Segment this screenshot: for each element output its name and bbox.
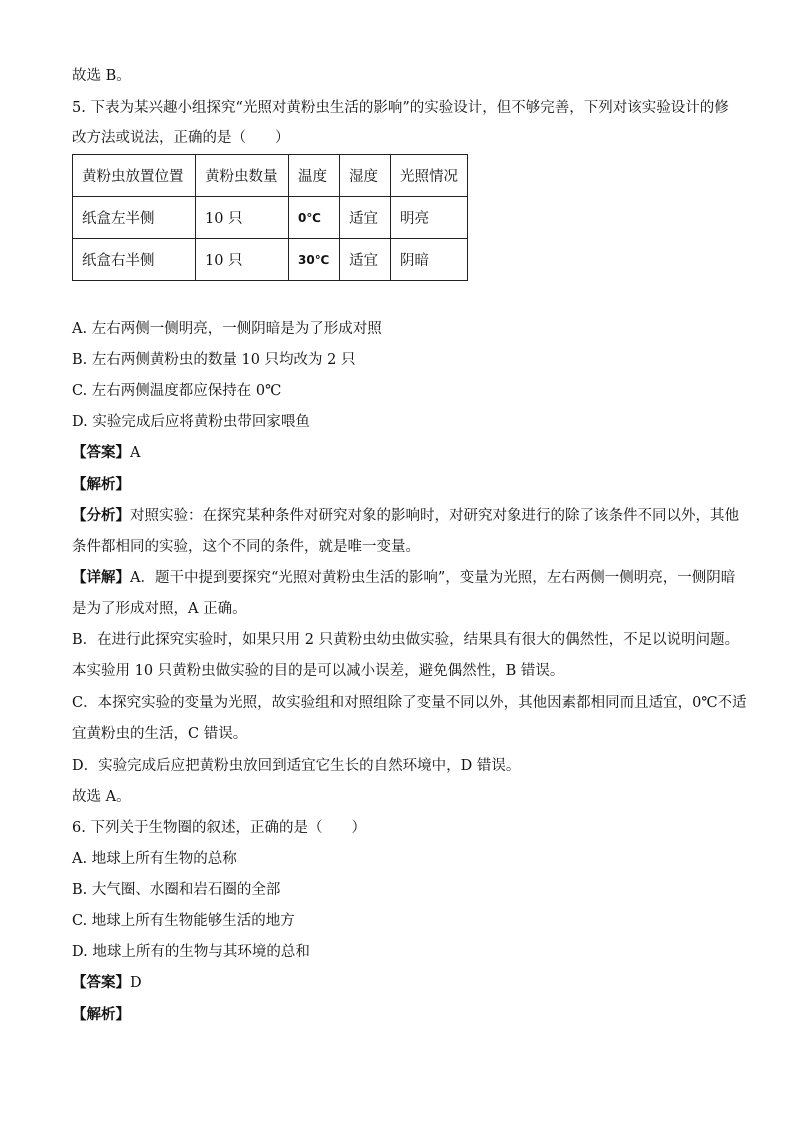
- table-cell: 纸盒左半侧: [73, 197, 196, 239]
- fenxi-text: 对照实验：在探究某种条件对研究对象的影响时，对研究对象进行的除了该条件不同以外，其他: [130, 508, 739, 524]
- analysis-5-xiangjie-line-3: B．在进行此探究实验时，如果只用 2 只黄粉虫幼虫做实验，结果具有很大的偶然性，不足以说明问题。: [72, 632, 740, 648]
- analysis-6-heading: 【解析】: [72, 1006, 130, 1023]
- question-6-option-b: B. 大气圈、水圈和岩石圈的全部: [72, 882, 281, 898]
- table-cell: 适宜: [340, 197, 391, 239]
- experiment-table: [72, 154, 468, 281]
- table-cell: 适宜: [340, 239, 391, 281]
- table-cell: 10 只: [196, 239, 289, 281]
- analysis-5-heading: 【解析】: [72, 476, 130, 493]
- analysis-5-xiangjie-line-7: D．实验完成后应把黄粉虫放回到适宜它生长的自然环境中，D 错误。: [72, 758, 521, 774]
- table-header-row: [73, 155, 468, 197]
- xiangjie-text: A．题干中提到要探究“光照对黄粉虫生活的影响”，变量为光照，左右两侧一侧明亮，一侧阴暗: [130, 570, 736, 586]
- table-cell: 明亮: [391, 197, 468, 239]
- question-5-conclusion: 故选 A。: [72, 789, 131, 805]
- analysis-5-xiangjie-line-2: 是为了形成对照，A 正确。: [72, 601, 247, 617]
- analysis-5-xiangjie-line-1: [72, 568, 735, 588]
- table-cell: 30℃: [289, 239, 340, 281]
- table-row: [73, 197, 468, 239]
- question-5-option-d: D. 实验完成后应将黄粉虫带回家喂鱼: [72, 414, 310, 430]
- table-header-cell: 温度: [289, 155, 340, 197]
- table-cell: 纸盒右半侧: [73, 239, 196, 281]
- table-header-cell: 湿度: [340, 155, 391, 197]
- xiangjie-label: 【详解】: [72, 569, 130, 586]
- question-5-stem-line-2: 改方法或说法，正确的是（ ）: [72, 130, 290, 146]
- table-header-cell: 光照情况: [391, 155, 468, 197]
- analysis-5-xiangjie-line-5: C．本探究实验的变量为光照，故实验组和对照组除了变量不同以外，其他因素都相同而且适宜，0℃不适: [72, 695, 747, 711]
- question-5-stem-line-1: 5. 下表为某兴趣小组探究“光照对黄粉虫生活的影响”的实验设计，但不够完善，下列对该实验设计的修: [72, 100, 729, 116]
- question-5-option-a: A. 左右两侧一侧明亮，一侧阴暗是为了形成对照: [72, 321, 382, 337]
- fenxi-label: 【分析】: [72, 507, 130, 524]
- analysis-5-fenxi-line-2: 条件都相同的实验，这个不同的条件，就是唯一变量。: [72, 539, 420, 555]
- table-cell: 阴暗: [391, 239, 468, 281]
- answer-6: [72, 973, 142, 993]
- question-6-option-c: C. 地球上所有生物能够生活的地方: [72, 913, 295, 929]
- analysis-5-xiangjie-line-6: 宜黄粉虫的生活，C 错误。: [72, 726, 248, 742]
- table-cell: 0℃: [289, 197, 340, 239]
- answer-label: 【答案】: [72, 444, 130, 461]
- prev-conclusion: 故选 B。: [72, 68, 131, 84]
- analysis-5-fenxi-line-1: [72, 506, 739, 526]
- question-5-option-c: C. 左右两侧温度都应保持在 0℃: [72, 383, 282, 399]
- analysis-5-xiangjie-line-4: 本实验用 10 只黄粉虫做实验的目的是可以减小误差，避免偶然性，B 错误。: [72, 663, 565, 679]
- table-header-cell: 黄粉虫放置位置: [73, 155, 196, 197]
- question-5-option-b: B. 左右两侧黄粉虫的数量 10 只均改为 2 只: [72, 352, 356, 368]
- question-6-option-d: D. 地球上所有的生物与其环境的总和: [72, 944, 310, 960]
- question-6-stem: 6. 下列关于生物圈的叙述，正确的是（ ）: [72, 820, 366, 836]
- answer-label: 【答案】: [72, 974, 130, 991]
- table-header-cell: 黄粉虫数量: [196, 155, 289, 197]
- table-row: [73, 239, 468, 281]
- answer-value: D: [130, 975, 142, 991]
- answer-5: [72, 443, 140, 463]
- table-cell: 10 只: [196, 197, 289, 239]
- question-6-option-a: A. 地球上所有生物的总称: [72, 851, 237, 867]
- answer-value: A: [130, 445, 141, 461]
